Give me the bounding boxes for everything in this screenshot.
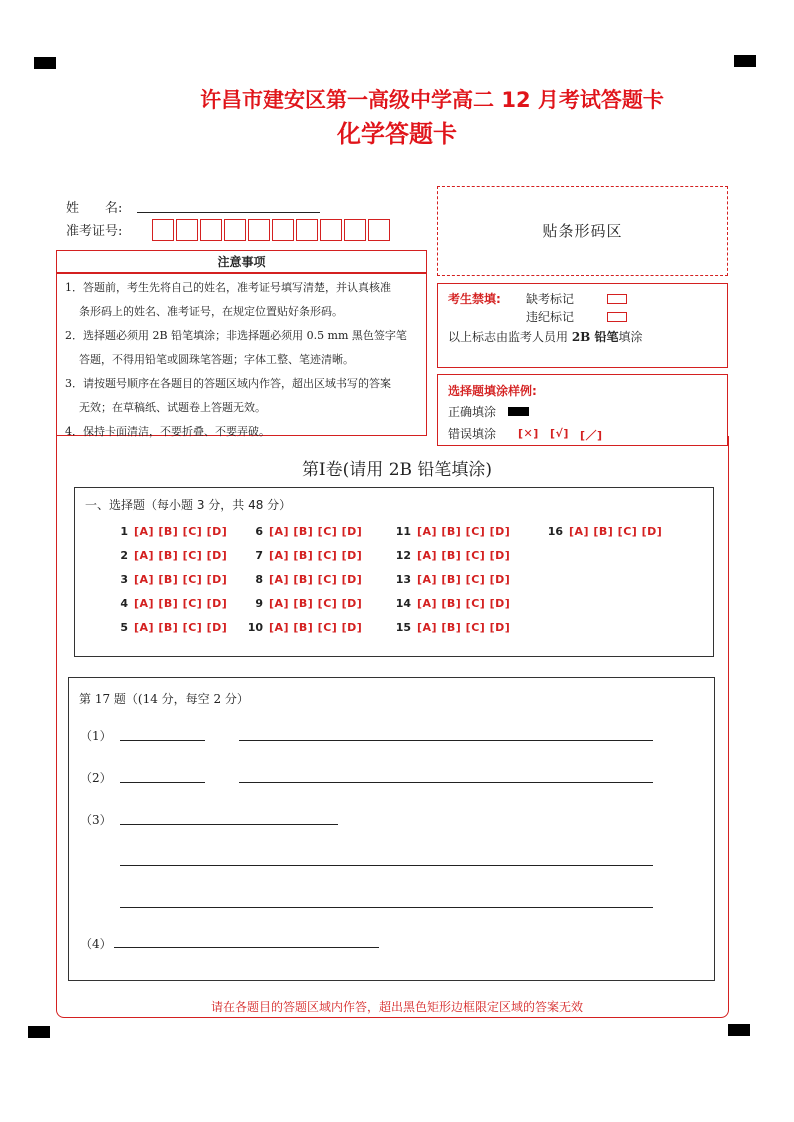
notice-heading-box [56,250,427,273]
question-row[interactable]: 4 [A] [B] [C] [D] [120,597,228,610]
answer-options[interactable]: [A] [B] [C] [D] [417,597,511,610]
exam-id-digit-box[interactable] [368,219,390,241]
question-row[interactable]: 13 [A] [B] [C] [D] [395,573,511,586]
q17-part-3-label: （3） [80,813,112,827]
question-row[interactable]: 7 [A] [B] [C] [D] [255,549,363,562]
exam-id-digit-box[interactable] [248,219,270,241]
answer-options[interactable]: [A] [B] [C] [D] [269,573,363,586]
registration-mark-top-right [734,55,756,67]
q17-part-1-label: （1） [80,729,112,743]
question-row[interactable]: 11 [A] [B] [C] [D] [395,525,511,538]
mc-title: 一、选择题（每小题 3 分，共 48 分） [85,498,292,512]
question-row[interactable]: 6 [A] [B] [C] [D] [255,525,363,538]
registration-mark-bottom-right [728,1024,750,1036]
notice-item: 答题，不得用铅笔或圆珠笔答题；字体工整、笔迹清晰。 [79,353,354,366]
barcode-area [437,186,728,276]
answer-options[interactable]: [A] [B] [C] [D] [134,573,228,586]
q17-part-1-blank-a[interactable] [120,740,205,741]
notice-item: 无效；在草稿纸、试题卷上答题无效。 [79,401,266,414]
correct-fill-sample [508,407,529,416]
violation-mark-label: 违纪标记 [526,310,575,324]
q17-part-3-blank-b[interactable] [120,865,653,866]
invigilator-note-bold: 2B 铅笔 [571,330,619,344]
answer-options[interactable]: [A] [B] [C] [D] [269,525,363,538]
question-row[interactable]: 1 [A] [B] [C] [D] [120,525,228,538]
exam-id-digit-box[interactable] [200,219,222,241]
footer-note: 请在各题目的答题区域内作答，超出黑色矩形边框限定区域的答案无效 [210,1000,583,1014]
notice-box [56,273,427,436]
question-row[interactable]: 5 [A] [B] [C] [D] [120,621,228,634]
notice-item: 2．选择题必须用 2B 铅笔填涂；非选择题必须用 0.5 mm 黑色签字笔 [65,329,407,342]
violation-mark-box[interactable] [607,312,627,322]
q17-part-1-blank-b[interactable] [239,740,653,741]
page-title: 许昌市建安区第一高级中学高二 12 月考试答题卡 [200,88,664,112]
q17-part-3-blank-a[interactable] [120,824,338,825]
exam-id-digit-box[interactable] [152,219,174,241]
q17-part-4-blank[interactable] [114,947,379,948]
wrong-mark-cross: [✕] [518,427,539,440]
wrong-mark-check: [√] [550,427,569,440]
wrong-mark-slash: [／] [580,429,603,442]
q17-part-2-blank-a[interactable] [120,782,205,783]
exam-id-boxes[interactable] [152,219,392,241]
question-row[interactable]: 3 [A] [B] [C] [D] [120,573,228,586]
q17-part-4-label: （4） [80,937,112,951]
absent-mark-label: 缺考标记 [526,292,575,306]
notice-heading: 注意事项 [217,255,266,269]
invigilator-label: 考生禁填: [448,292,501,306]
exam-id-digit-box[interactable] [320,219,342,241]
invigilator-note-prefix: 以上标志由监考人员用 [448,330,572,344]
invigilator-note-suffix: 填涂 [618,330,643,344]
question-17-box [68,677,715,981]
notice-item: 4．保持卡面清洁，不要折叠、不要弄破。 [65,425,270,438]
invigilator-note [448,328,643,345]
question-row[interactable]: 8 [A] [B] [C] [D] [255,573,363,586]
question-row[interactable]: 12 [A] [B] [C] [D] [395,549,511,562]
section-i-title: 第Ⅰ卷(请用 2B 铅笔填涂) [301,460,493,480]
q17-part-2-blank-b[interactable] [239,782,653,783]
exam-id-digit-box[interactable] [296,219,318,241]
registration-mark-bottom-left [28,1026,50,1038]
notice-item: 3．请按题号顺序在各题目的答题区域内作答，超出区域书写的答案 [65,377,391,390]
answer-options[interactable]: [A] [B] [C] [D] [269,621,363,634]
answer-options[interactable]: [A] [B] [C] [D] [134,597,228,610]
answer-options[interactable]: [A] [B] [C] [D] [569,525,663,538]
answer-options[interactable]: [A] [B] [C] [D] [134,525,228,538]
exam-id-label: 准考证号: [66,224,123,239]
question-row[interactable]: 16 [A] [B] [C] [D] [547,525,663,538]
name-field[interactable] [137,212,320,213]
answer-options[interactable]: [A] [B] [C] [D] [269,549,363,562]
q17-part-2-label: （2） [80,771,112,785]
barcode-label: 贴条形码区 [542,222,623,240]
name-label: 姓 名: [66,201,123,216]
question-row[interactable]: 15 [A] [B] [C] [D] [395,621,511,634]
answer-options[interactable]: [A] [B] [C] [D] [417,549,511,562]
exam-id-digit-box[interactable] [224,219,246,241]
invigilator-box [437,283,728,368]
question-row[interactable]: 2 [A] [B] [C] [D] [120,549,228,562]
correct-fill-label: 正确填涂 [448,405,497,419]
answer-options[interactable]: [A] [B] [C] [D] [134,621,228,634]
answer-options[interactable]: [A] [B] [C] [D] [417,573,511,586]
answer-options[interactable]: [A] [B] [C] [D] [417,525,511,538]
answer-options[interactable]: [A] [B] [C] [D] [269,597,363,610]
notice-item: 条形码上的姓名、准考证号，在规定位置贴好条形码。 [79,305,343,318]
exam-id-digit-box[interactable] [272,219,294,241]
wrong-fill-label: 错误填涂 [448,427,497,441]
question-row[interactable]: 9 [A] [B] [C] [D] [255,597,363,610]
page-subtitle: 化学答题卡 [337,120,457,148]
sample-label: 选择题填涂样例: [448,384,537,398]
notice-item: 1．答题前，考生先将自己的姓名，准考证号填写清楚，并认真核准 [65,281,391,294]
q17-part-3-blank-c[interactable] [120,907,653,908]
absent-mark-box[interactable] [607,294,627,304]
question-row[interactable]: 14 [A] [B] [C] [D] [395,597,511,610]
answer-options[interactable]: [A] [B] [C] [D] [134,549,228,562]
question-row[interactable]: 10 [A] [B] [C] [D] [247,621,363,634]
exam-id-digit-box[interactable] [344,219,366,241]
answer-options[interactable]: [A] [B] [C] [D] [417,621,511,634]
exam-id-digit-box[interactable] [176,219,198,241]
question-17-title: 第 17 题（(14 分，每空 2 分） [79,692,249,706]
registration-mark-top-left [34,57,56,69]
